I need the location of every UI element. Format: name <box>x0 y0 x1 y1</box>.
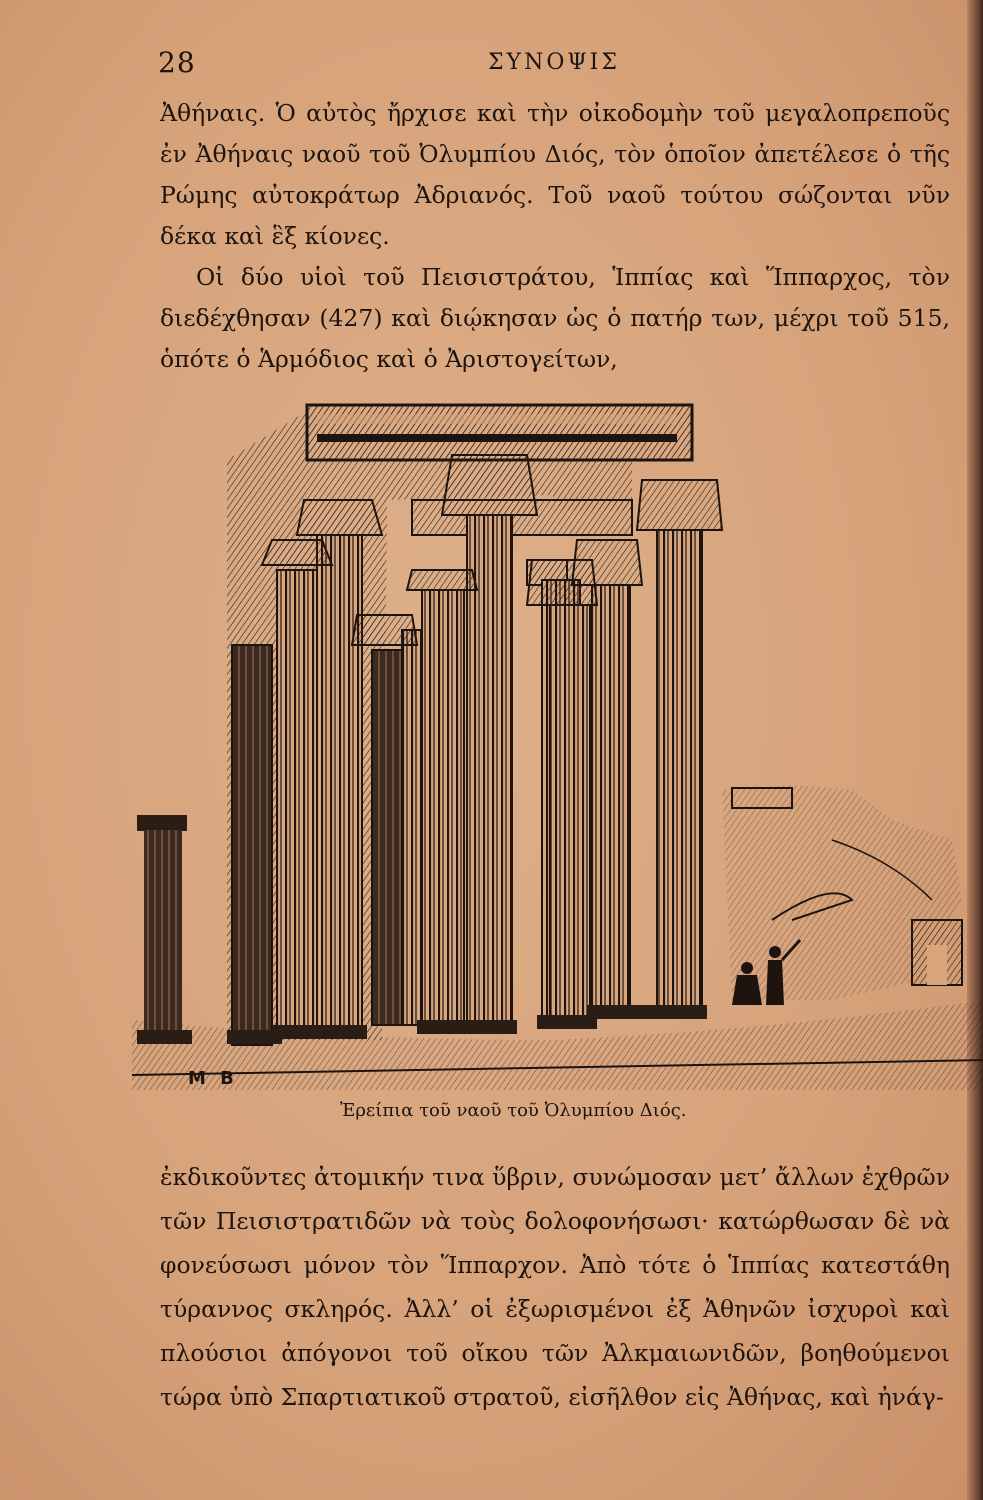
temple-engraving <box>132 400 983 1090</box>
text-block-bottom <box>160 1155 950 1419</box>
page-header <box>158 46 948 86</box>
figure-caption: Ἐρείπια τοῦ ναοῦ τοῦ Ὀλυμπίου Διός. <box>340 1100 687 1121</box>
paragraph: Οἱ δύο υἱοὶ τοῦ Πεισιστράτου, Ἱππίας καὶ Ἵππαρχος, τὸν διεδέχθησαν (427) καὶ διῴκησαν ὡς ὁ πατήρ των, μέχρι τοῦ 515, ὁπότε ὁ Ἁρμόδιος καὶ ὁ Ἀριστογείτων, <box>160 263 950 373</box>
text-block-top <box>160 93 950 380</box>
paragraph: Ἀθήναις. Ὁ αὐτὸς ἤρχισε καὶ τὴν οἰκοδομὴν τοῦ μεγαλοπρεποῦς ἐν Ἀθήναις ναοῦ τοῦ Ὀλυμπίου Διός, τὸν ὁποῖον ἀπετέλεσε ὁ τῆς Ρώμης αὐτοκράτωρ Ἀδριανός. Τοῦ ναοῦ τούτου σώζονται νῦν δέκα καὶ ἓξ κίονες. <box>160 99 950 250</box>
engraver-signature: M B <box>188 1068 238 1089</box>
running-title: ΣΥΝΟΨΙΣ <box>488 50 620 75</box>
paragraph: ἐκδικοῦντες ἀτομικήν τινα ὕβριν, συνώμοσαν μετ’ ἄλλων ἐχθρῶν τῶν Πεισιστρατιδῶν νὰ τοὺς δολοφονήσωσι· κατώρθωσαν δὲ νὰ φονεύσωσι μόνον τὸν Ἵππαρχον. Ἀπὸ τότε ὁ Ἱππίας κατεστάθη τύραννος σκληρός. Ἀλλ’ οἱ ἐξωρισμένοι ἐξ Ἀθηνῶν ἰσχυροὶ καὶ πλούσιοι ἀπόγονοι τοῦ οἴκου τῶν Ἀλκμαιωνιδῶν, βοηθούμενοι τώρα ὑπὸ Σπαρτιατικοῦ στρατοῦ, εἰσῆλθον εἰς Ἀθήνας, καὶ ἠνάγ- <box>160 1163 950 1411</box>
page-number: 28 <box>158 46 196 79</box>
temple-illustration <box>132 400 983 1090</box>
